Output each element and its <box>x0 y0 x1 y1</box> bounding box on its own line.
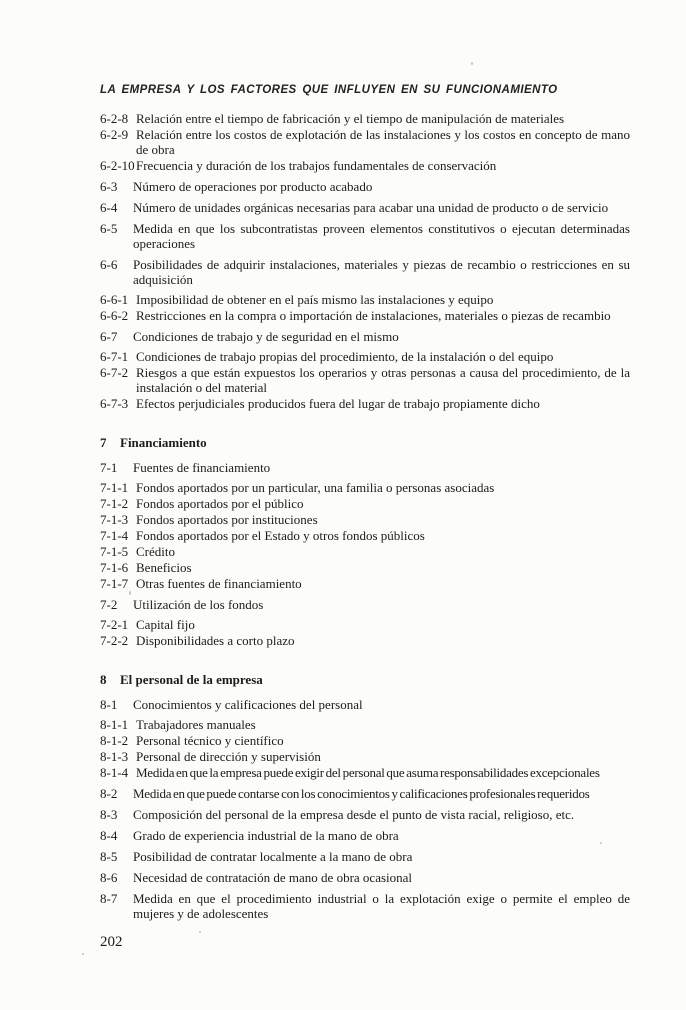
toc-item-6-7-2 <box>100 365 630 395</box>
item-number: 6-6 <box>100 257 118 272</box>
item-text: Fondos aportados por un particular, una familia o personas asociadas <box>136 480 495 495</box>
item-text: Trabajadores manuales <box>136 717 256 732</box>
item-text: Crédito <box>136 544 175 559</box>
item-text: El personal de la empresa <box>120 672 263 687</box>
item-text: Medida en que los subcontratistas proveen elementos constitutivos o ejecutan determinadas operaciones <box>133 221 630 251</box>
toc-item-8-6 <box>100 870 630 885</box>
toc-item-6-4 <box>100 200 630 215</box>
item-number: 8-2 <box>100 786 118 801</box>
item-number: 7-1 <box>100 460 118 475</box>
running-header: LA EMPRESA Y LOS FACTORES QUE INFLUYEN EN SU FUNCIONAMIENTO <box>100 84 558 96</box>
item-text: Imposibilidad de obtener en el país mismo las instalaciones y equipo <box>136 292 494 307</box>
item-number: 6-7-2 <box>100 365 129 380</box>
item-number: 8-1 <box>100 697 118 712</box>
toc-item-7-1-2 <box>100 496 630 511</box>
item-number: 8-1-1 <box>100 717 129 732</box>
item-number: 8-1-2 <box>100 733 129 748</box>
item-number: 7-1-6 <box>100 560 129 575</box>
item-text: Condiciones de trabajo y de seguridad en el mismo <box>133 329 399 344</box>
item-number: 6-6-2 <box>100 308 129 323</box>
toc-item-8-7 <box>100 891 630 921</box>
toc-item-7-1-4 <box>100 528 630 543</box>
toc-item-7 <box>100 435 630 450</box>
item-number: 7-1-2 <box>100 496 129 511</box>
item-text: Fondos aportados por el público <box>136 496 304 511</box>
item-text: Personal técnico y científico <box>136 733 284 748</box>
item-number: 6-7 <box>100 329 118 344</box>
item-number: 6-3 <box>100 179 118 194</box>
item-number: 7-1-7 <box>100 576 129 591</box>
toc-item-6-7-3 <box>100 396 630 411</box>
toc-list <box>100 111 630 921</box>
item-text: Restricciones en la compra o importación de instalaciones, materiales o piezas de recambio <box>136 308 611 323</box>
item-text: Número de unidades orgánicas necesarias para acabar una unidad de producto o de servicio <box>133 200 609 215</box>
toc-item-6-7 <box>100 329 630 344</box>
item-text: Capital fijo <box>136 617 195 632</box>
item-number: 6-7-1 <box>100 349 129 364</box>
toc-item-7-1-1 <box>100 480 630 495</box>
item-text: Riesgos a que están expuestos los operarios y otras personas a causa del procedimiento, de la instalación o del material <box>136 365 630 395</box>
item-number: 8-1-3 <box>100 749 129 764</box>
item-number: 6-6-1 <box>100 292 129 307</box>
item-text: Fuentes de financiamiento <box>133 460 271 475</box>
toc-item-6-6-2 <box>100 308 630 323</box>
item-text: Medida en que la empresa puede exigir del personal que asuma responsabilidades excepcionales <box>136 765 600 780</box>
toc-item-8-4 <box>100 828 630 843</box>
item-number: 8-4 <box>100 828 118 843</box>
toc-item-7-1-7 <box>100 576 630 591</box>
item-number: 7-1-1 <box>100 480 129 495</box>
toc-item-8-1-2 <box>100 733 630 748</box>
item-number: 7-1-5 <box>100 544 129 559</box>
toc-item-7-1-5 <box>100 544 630 559</box>
toc-item-6-5 <box>100 221 630 251</box>
scan-speck <box>82 953 84 955</box>
item-number: 8 <box>100 672 107 687</box>
toc-item-8-1-4 <box>100 765 630 780</box>
toc-item-6-6 <box>100 257 630 287</box>
toc-item-6-2-8 <box>100 111 630 126</box>
item-text: Relación entre el tiempo de fabricación y el tiempo de manipulación de materiales <box>136 111 565 126</box>
item-number: 6-2-10 <box>100 158 135 173</box>
item-text: Frecuencia y duración de los trabajos fundamentales de conservación <box>136 158 497 173</box>
item-text: Efectos perjudiciales producidos fuera del lugar de trabajo propiamente dicho <box>136 396 540 411</box>
item-number: 7-1-3 <box>100 512 129 527</box>
item-text: Composición del personal de la empresa desde el punto de vista racial, religioso, etc. <box>133 807 575 822</box>
item-text: Medida en que el procedimiento industrial o la explotación exige o permite el empleo de mujeres y de adolescentes <box>133 891 630 921</box>
item-text: Condiciones de trabajo propias del procedimiento, de la instalación o del equipo <box>136 349 554 364</box>
item-text: Fondos aportados por el Estado y otros fondos públicos <box>136 528 425 543</box>
toc-item-8-1-3 <box>100 749 630 764</box>
toc-item-7-1 <box>100 460 630 475</box>
item-number: 7 <box>100 435 107 450</box>
toc-item-6-6-1 <box>100 292 630 307</box>
toc-item-6-3 <box>100 179 630 194</box>
toc-item-7-1-6 <box>100 560 630 575</box>
item-text: Número de operaciones por producto acabado <box>133 179 373 194</box>
toc-item-7-1-3 <box>100 512 630 527</box>
item-text: Fondos aportados por instituciones <box>136 512 318 527</box>
scan-speck <box>600 842 602 844</box>
toc-item-8-3 <box>100 807 630 822</box>
item-text: Posibilidades de adquirir instalaciones, materiales y piezas de recambio o restricciones en su adquisición <box>133 257 630 287</box>
toc-item-7-2-2 <box>100 633 630 648</box>
item-text: Utilización de los fondos <box>133 597 264 612</box>
toc-item-8-1 <box>100 697 630 712</box>
item-text: Financiamiento <box>120 435 207 450</box>
toc-item-8-1-1 <box>100 717 630 732</box>
item-text: Relación entre los costos de explotación de las instalaciones y los costos en concepto de mano de obra <box>136 127 630 157</box>
item-number: 8-5 <box>100 849 118 864</box>
item-number: 7-2 <box>100 597 118 612</box>
scan-speck <box>129 591 131 595</box>
item-text: Otras fuentes de financiamiento <box>136 576 302 591</box>
item-text: Beneficios <box>136 560 192 575</box>
item-number: 7-2-1 <box>100 617 129 632</box>
item-text: Conocimientos y calificaciones del personal <box>133 697 363 712</box>
toc-item-6-7-1 <box>100 349 630 364</box>
item-text: Medida en que puede contarse con los conocimientos y calificaciones profesionales requeridos <box>133 786 590 801</box>
toc-item-6-2-10 <box>100 158 630 173</box>
item-number: 6-5 <box>100 221 118 236</box>
item-text: Disponibilidades a corto plazo <box>136 633 295 648</box>
toc-item-8-5 <box>100 849 630 864</box>
item-number: 8-3 <box>100 807 118 822</box>
scan-speck <box>471 62 473 65</box>
toc-item-7-2 <box>100 597 630 612</box>
item-number: 6-2-8 <box>100 111 129 126</box>
item-number: 8-1-4 <box>100 765 129 780</box>
page-number: 202 <box>100 934 123 950</box>
item-number: 7-1-4 <box>100 528 129 543</box>
toc-item-8-2 <box>100 786 630 801</box>
item-text: Posibilidad de contratar localmente a la mano de obra <box>133 849 413 864</box>
item-number: 6-2-9 <box>100 127 129 142</box>
scan-speck <box>199 931 201 933</box>
toc-item-8 <box>100 672 630 687</box>
item-number: 6-7-3 <box>100 396 129 411</box>
item-text: Personal de dirección y supervisión <box>136 749 321 764</box>
item-text: Necesidad de contratación de mano de obra ocasional <box>133 870 413 885</box>
toc-item-6-2-9 <box>100 127 630 157</box>
item-number: 6-4 <box>100 200 118 215</box>
item-text: Grado de experiencia industrial de la mano de obra <box>133 828 399 843</box>
toc-item-7-2-1 <box>100 617 630 632</box>
item-number: 8-6 <box>100 870 118 885</box>
item-number: 8-7 <box>100 891 118 906</box>
item-number: 7-2-2 <box>100 633 129 648</box>
